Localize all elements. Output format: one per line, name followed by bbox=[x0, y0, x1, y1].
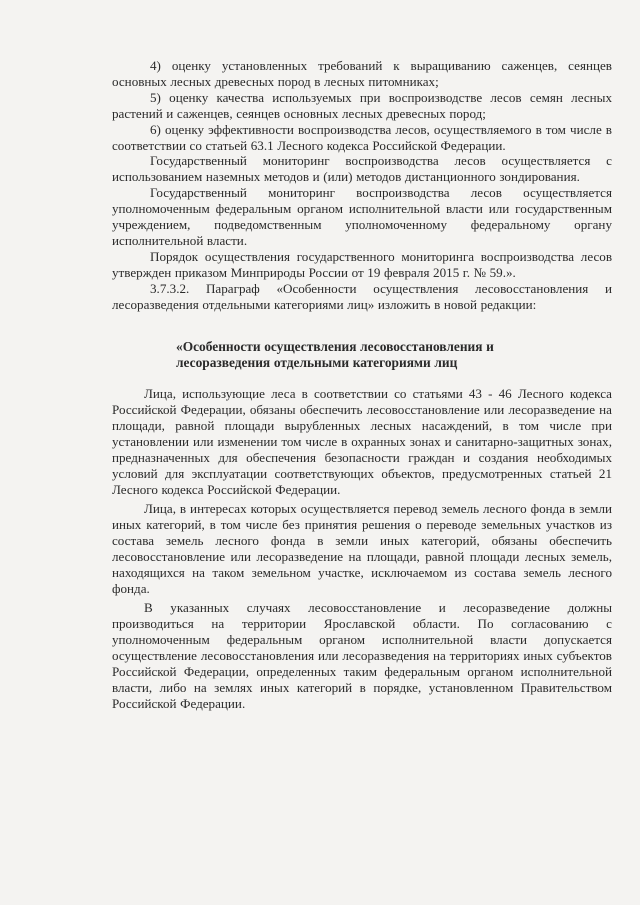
section-paragraph-transfer: Лица, в интересах которых осуществляется перевод земель лесного фонда в земли иных категорий, в том числе без принятия решения о переводе земельных участков из состава земель лесного фонда в земли иных категорий, обязаны обеспечить лесовосстановление или лесоразведение на площади, равной площади лесных земель, находящихся на таком земельном участке, исключаемом из состава земель лесного фонда. bbox=[112, 500, 612, 596]
section-heading: «Особенности осуществления лесовосстановления и лесоразведения отдельными категориями лиц bbox=[176, 338, 494, 370]
section-paragraph-territory: В указанных случаях лесовосстановление и лесоразведение должны производиться на территории Ярославской области. По согласованию с уполномоченным федеральным органом исполнительной власти допускается осуществление лесовосстановления или лесоразведения на территориях иных субъектов Российской Федерации, определенных таким федеральным органом исполнительной власти, либо на землях иных категорий в порядке, установленном Правительством Российской Федерации. bbox=[112, 599, 612, 711]
paragraph-monitoring-methods: Государственный мониторинг воспроизводства лесов осуществляется с использованием наземных методов и (или) методов дистанционного зондирования. bbox=[112, 153, 612, 185]
section-body bbox=[112, 386, 612, 712]
paragraph-monitoring-authority: Государственный мониторинг воспроизводства лесов осуществляется уполномоченным федеральным органом исполнительной власти или государственным учреждением, подведомственным уполномоченному федеральному органу исполнительной власти. bbox=[112, 185, 612, 248]
paragraph-amendment: 3.7.3.2. Параграф «Особенности осуществления лесовосстановления и лесоразведения отдельными категориями лиц» изложить в новой редакции: bbox=[112, 280, 612, 312]
paragraph-monitoring-order: Порядок осуществления государственного мониторинга воспроизводства лесов утвержден приказом Минприроды России от 19 февраля 2015 г. № 59.». bbox=[112, 248, 612, 280]
paragraph-item-4: 4) оценку установленных требований к выращиванию саженцев, сеянцев основных лесных древесных пород в лесных питомниках; bbox=[112, 58, 612, 89]
paragraph-item-5: 5) оценку качества используемых при воспроизводстве лесов семян лесных растений и саженцев, сеянцев основных лесных древесных пород; bbox=[112, 89, 612, 121]
document-body bbox=[112, 58, 612, 313]
paragraph-item-6: 6) оценку эффективности воспроизводства лесов, осуществляемого в том числе в соответствии со статьей 63.1 Лесного кодекса Российской Федерации. bbox=[112, 121, 612, 153]
section-paragraph-users: Лица, использующие леса в соответствии со статьями 43 - 46 Лесного кодекса Российской Федерации, обязаны обеспечить лесовосстановление или лесоразведение на площади, равной площади вырубленных лесных насаждений, в том числе при установлении или изменении том числе в охранных зонах и санитарно-защитных зонах, предназначенных для обеспечения безопасности граждан и создания необходимых условий для эксплуатации соответствующих объектов, предусмотренных статьей 21 Лесного кодекса Российской Федерации. bbox=[112, 385, 612, 497]
